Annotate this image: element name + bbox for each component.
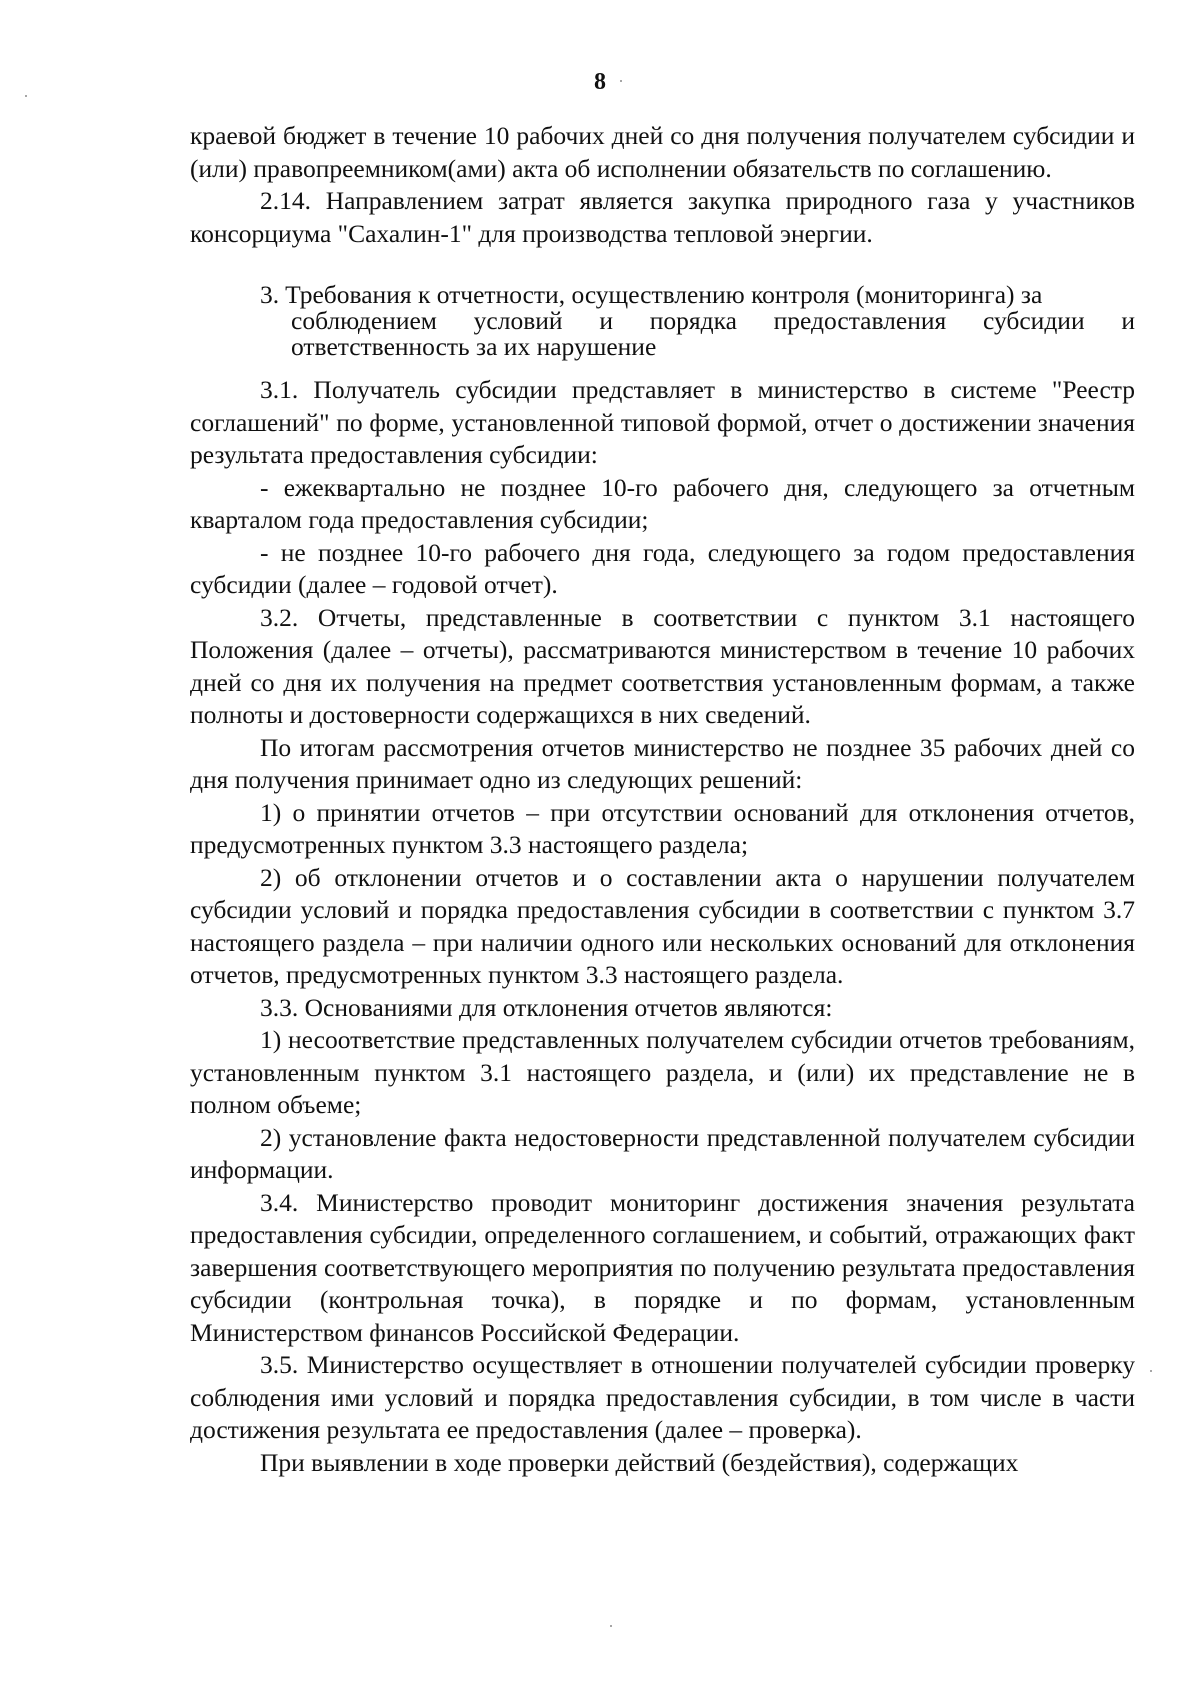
section-3-title-rest: соблюдением условий и порядка предоставления субсидии и ответственность за их нарушение <box>291 306 1135 361</box>
paragraph-2-14: 2.14. Направлением затрат является закупка природного газа у участников консорциума "Сахалин-1" для производства тепловой энергии. <box>190 186 1135 248</box>
paragraph-3-3-item-1: 1) несоответствие представленных получателем субсидии отчетов требованиям, установленным пунктом 3.1 настоящего раздела, и (или) их представление не в полном объеме; <box>190 1025 1135 1119</box>
paragraph-decision-accept: 1) о принятии отчетов – при отсутствии оснований для отклонения отчетов, предусмотренных пунктом 3.3 настоящего раздела; <box>190 797 1135 859</box>
paragraph-3-3: 3.3. Основаниями для отклонения отчетов являются: <box>260 992 833 1022</box>
scan-speck <box>1150 1370 1152 1372</box>
section-3-title-line1: Требования к отчетности, осуществлению контроля (мониторинга) за <box>285 280 1043 309</box>
paragraph-3-3-item-2: 2) установление факта недостоверности представленной получателем субсидии информации. <box>190 1122 1135 1184</box>
scan-speck <box>610 1625 612 1627</box>
paragraph-continuation: краевой бюджет в течение 10 рабочих дней со дня получения получателем субсидии и (или) правопреемником(ами) акта об исполнении обязательств по соглашению. <box>190 121 1135 183</box>
paragraph-3-2: 3.2. Отчеты, представленные в соответствии с пунктом 3.1 настоящего Положения (далее – отчеты), рассматриваются министерством в течение 10 рабочих дней со дня их получения на предмет соответствия установленным формам, а также полноты и достоверности содержащихся в них сведений. <box>190 602 1135 729</box>
paragraph-inspection-findings: При выявлении в ходе проверки действий (бездействия), содержащих <box>260 1447 1019 1477</box>
paragraph-3-5: 3.5. Министерство осуществляет в отношении получателей субсидии проверку соблюдения ими условий и порядка предоставления субсидии, в том числе в части достижения результата ее предоставления (далее – проверка). <box>190 1350 1135 1444</box>
paragraph-3-4: 3.4. Министерство проводит мониторинг достижения значения результата предоставления субсидии, определенного соглашением, и событий, отражающих факт завершения соответствующего мероприятия по получению результата предоставления субсидии (контрольная точка), в порядке и по формам, установленным Министерством финансов Российской Федерации. <box>190 1187 1135 1347</box>
document-body <box>190 120 1135 1479</box>
section-3-number: 3. <box>260 280 280 309</box>
paragraph-review-results: По итогам рассмотрения отчетов министерство не позднее 35 рабочих дней со дня получения принимает одно из следующих решений: <box>190 732 1135 794</box>
scan-speck <box>25 95 27 97</box>
scan-speck <box>620 80 622 82</box>
paragraph-3-1: 3.1. Получатель субсидии представляет в министерство в системе "Реестр соглашений" по форме, установленной типовой формой, отчет о достижении значения результата предоставления субсидии: <box>190 375 1135 469</box>
paragraph-3-1-quarterly: - ежеквартально не позднее 10-го рабочего дня, следующего за отчетным кварталом года предоставления субсидии; <box>190 472 1135 534</box>
section-3-heading <box>190 282 1135 360</box>
paragraph-decision-reject: 2) об отклонении отчетов и о составлении акта о нарушении получателем субсидии условий и порядка предоставления субсидии в соответствии с пунктом 3.7 настоящего раздела – при наличии одного или нескольких оснований для отклонения отчетов, предусмотренных пунктом 3.3 настоящего раздела. <box>190 862 1135 989</box>
page-number: 8 <box>594 69 606 95</box>
paragraph-3-1-annual: - не позднее 10-го рабочего дня года, следующего за годом предоставления субсидии (далее – годовой отчет). <box>190 537 1135 599</box>
